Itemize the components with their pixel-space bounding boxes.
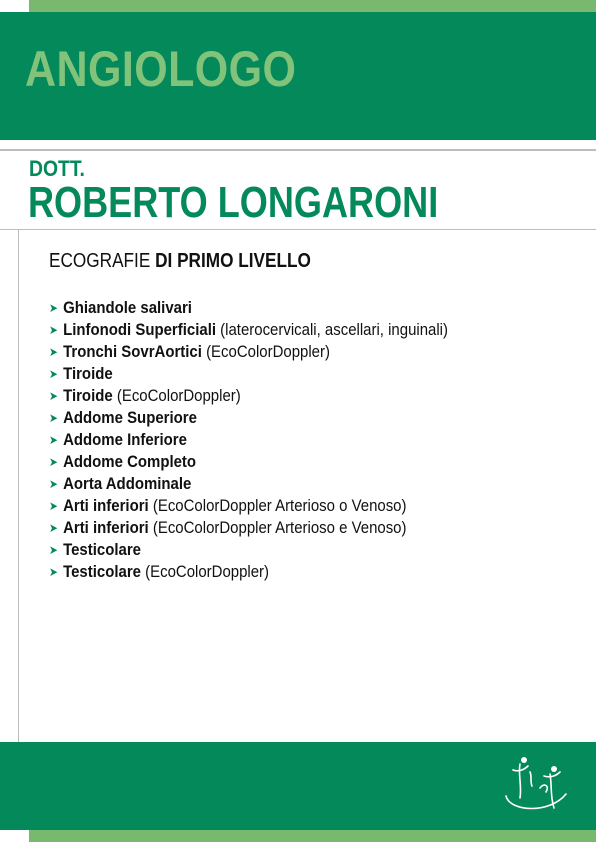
section-title-bold: DI PRIMO LIVELLO bbox=[155, 250, 311, 272]
fisio-training-logo-icon bbox=[500, 752, 572, 816]
arrowhead-icon: ➤ bbox=[49, 301, 58, 315]
service-name: Ghiandole salivari bbox=[63, 298, 192, 317]
arrowhead-icon: ➤ bbox=[49, 521, 58, 535]
arrowhead-icon: ➤ bbox=[49, 455, 58, 469]
service-item bbox=[49, 319, 448, 341]
service-item bbox=[49, 495, 448, 517]
arrowhead-icon: ➤ bbox=[49, 433, 58, 447]
service-name: Addome Completo bbox=[63, 452, 197, 471]
service-name: Testicolare bbox=[63, 540, 141, 559]
service-item bbox=[49, 561, 448, 583]
arrowhead-icon: ➤ bbox=[49, 411, 58, 425]
service-item bbox=[49, 385, 448, 407]
service-name: Tronchi SovrAortici bbox=[63, 342, 202, 361]
service-name: Tiroide bbox=[63, 386, 113, 405]
arrowhead-icon: ➤ bbox=[49, 389, 58, 403]
service-detail: (EcoColorDoppler) bbox=[116, 386, 241, 405]
service-name: Addome Inferiore bbox=[63, 430, 187, 449]
service-detail: (EcoColorDoppler) bbox=[206, 342, 330, 361]
service-item bbox=[49, 473, 448, 495]
arrowhead-icon: ➤ bbox=[49, 345, 58, 359]
service-name: Linfonodi Superficiali bbox=[63, 320, 217, 339]
divider-top bbox=[0, 149, 596, 151]
left-margin-line bbox=[18, 229, 19, 742]
service-detail: (EcoColorDoppler Arterioso o Venoso) bbox=[152, 496, 407, 515]
top-accent-strip bbox=[29, 0, 596, 12]
service-detail: (EcoColorDoppler Arterioso e Venoso) bbox=[152, 518, 407, 537]
arrowhead-icon: ➤ bbox=[49, 499, 58, 513]
arrowhead-icon: ➤ bbox=[49, 323, 58, 337]
specialty-title: ANGIOLOGO bbox=[25, 41, 297, 97]
arrowhead-icon: ➤ bbox=[49, 565, 58, 579]
section-title-regular: ECOGRAFIE bbox=[49, 250, 151, 272]
service-item bbox=[49, 539, 448, 561]
service-name: Testicolare bbox=[63, 562, 141, 581]
arrowhead-icon: ➤ bbox=[49, 543, 58, 557]
service-detail: (laterocervicali, ascellari, inguinali) bbox=[220, 320, 448, 339]
service-item bbox=[49, 363, 448, 385]
service-name: Aorta Addominale bbox=[63, 474, 192, 493]
doctor-name: ROBERTO LONGARONI bbox=[28, 178, 439, 227]
service-item bbox=[49, 341, 448, 363]
bottom-accent-strip bbox=[29, 830, 596, 842]
service-name: Arti inferiori bbox=[63, 496, 149, 515]
service-item bbox=[49, 429, 448, 451]
section-title bbox=[49, 251, 311, 271]
services-list bbox=[49, 297, 502, 583]
service-item bbox=[49, 297, 448, 319]
service-item bbox=[49, 407, 448, 429]
service-name: Addome Superiore bbox=[63, 408, 197, 427]
divider-bottom bbox=[0, 229, 596, 230]
service-item bbox=[49, 451, 448, 473]
service-item bbox=[49, 517, 448, 539]
service-name: Arti inferiori bbox=[63, 518, 149, 537]
arrowhead-icon: ➤ bbox=[49, 367, 58, 381]
arrowhead-icon: ➤ bbox=[49, 477, 58, 491]
doctor-prefix: DOTT. bbox=[29, 156, 85, 181]
service-name: Tiroide bbox=[63, 364, 113, 383]
service-detail: (EcoColorDoppler) bbox=[145, 562, 270, 581]
